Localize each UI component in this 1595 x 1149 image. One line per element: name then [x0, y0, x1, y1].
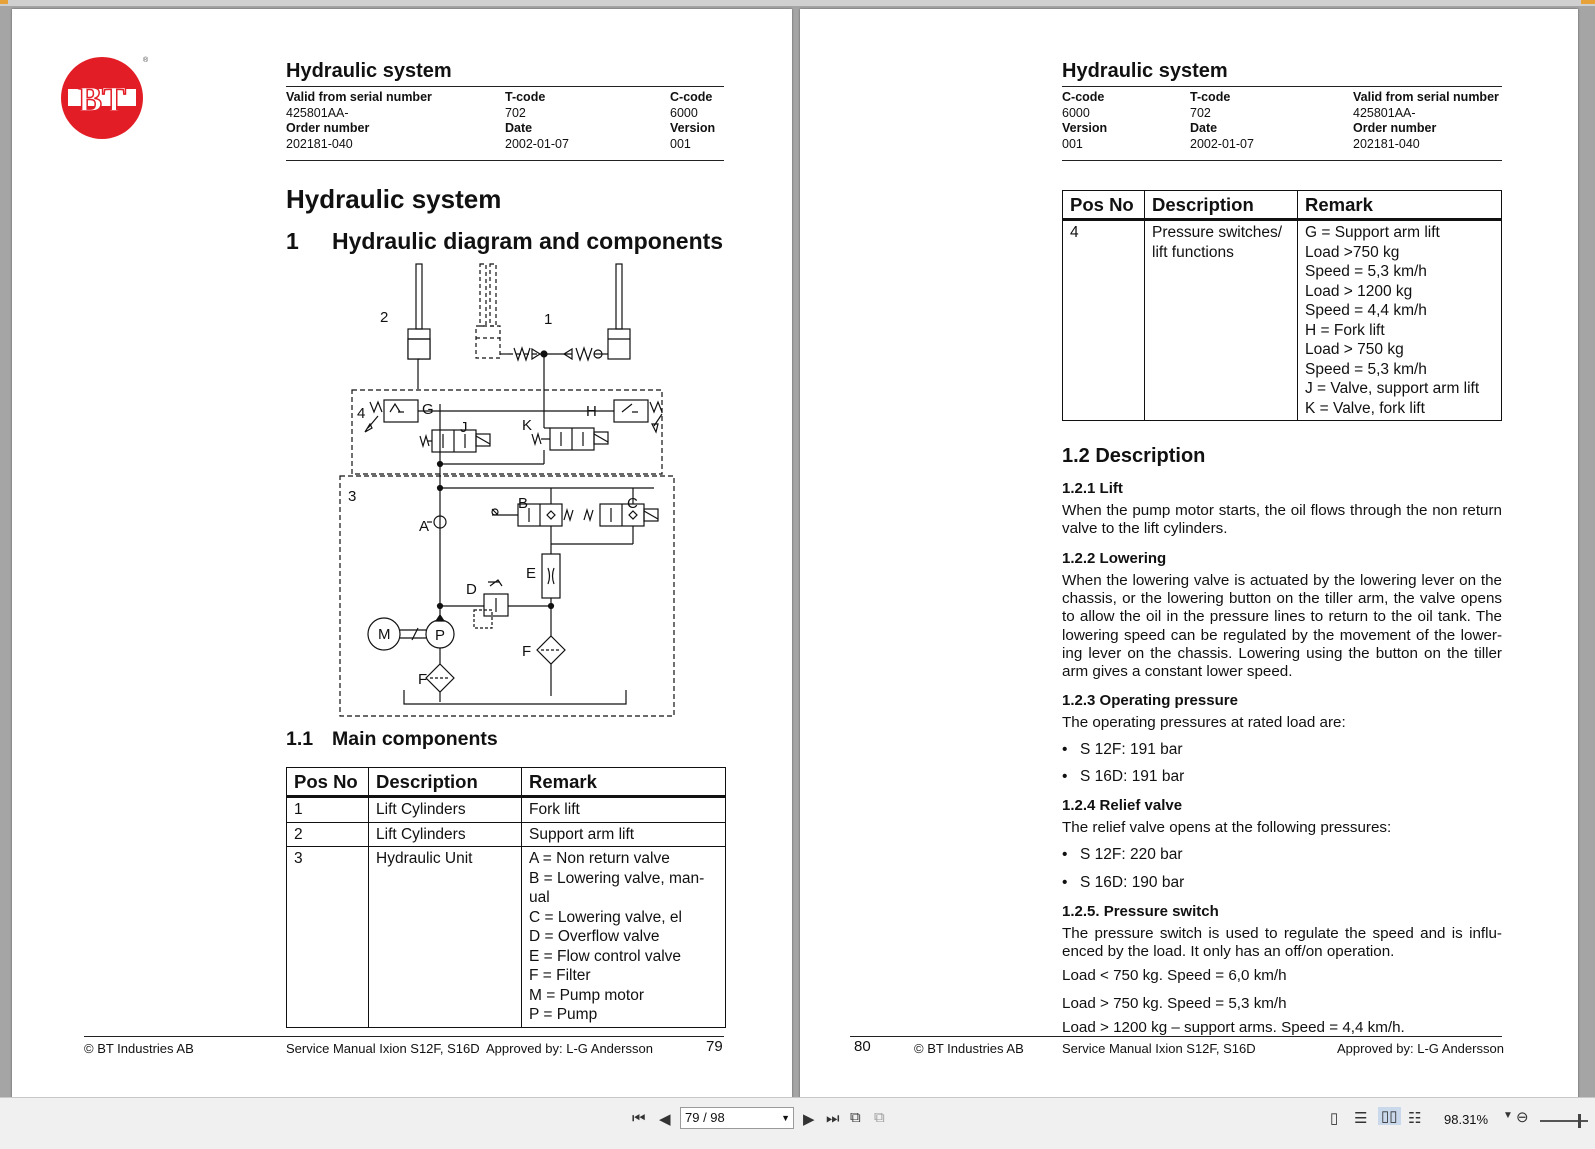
pressure-switch-line: Load < 750 kg. Speed = 6,0 km/h: [1062, 967, 1287, 984]
chevron-down-icon[interactable]: ▼: [781, 1113, 790, 1123]
diagram-label: E: [526, 565, 537, 582]
table-row: 3 Hydraulic Unit A = Non return valve B = Lowering valve, man- ual C = Lowering valve, el D = Overflow valve E = Flow control valve F = Filter M = Pump motor P = Pump: [287, 847, 726, 1028]
window-top-strip: [0, 0, 1595, 6]
header-meta-ccode: C-code 6000 Version 001: [1062, 90, 1108, 151]
svg-text:®: ®: [143, 57, 149, 64]
pressure-switch-table: [1062, 190, 1502, 421]
first-page-icon[interactable]: ⏮: [632, 1110, 646, 1127]
zoom-out-icon[interactable]: ⊖: [1516, 1109, 1529, 1126]
lift-heading: 1.2.1 Lift: [1062, 480, 1123, 497]
diagram-label: 1: [544, 311, 553, 328]
header-meta-ccode: C-code 6000 Version 001: [670, 90, 716, 151]
back-view-icon[interactable]: ⧉: [850, 1109, 861, 1126]
lowering-heading: 1.2.2 Lowering: [1062, 550, 1167, 567]
header-meta-serial: Valid from serial number 425801AA- Order number 202181-040: [1353, 90, 1499, 151]
pressure-switch-line: Load > 750 kg. Speed = 5,3 km/h: [1062, 995, 1287, 1012]
lowering-text: When the lowering valve is actuated by the lowering lever on the chassis, or the lowering button on the tiller arm, the valve opens to allow the oil in the pressure lines to return to the oil tank. The lowering speed can be regulated by the movement of the lower-ing lever on the chassis. Lowering using the button on the tiller arm gives a constant lower speed.: [1062, 572, 1502, 681]
document-page-left: [12, 9, 792, 1114]
header-rule-bottom: [286, 160, 724, 161]
diagram-label: M: [378, 626, 391, 643]
next-page-icon[interactable]: ▶: [803, 1111, 815, 1128]
table-row: 4 Pressure switches/ lift functions G = Support arm lift Load >750 kg Speed = 5,3 km/h Load > 1200 kg Speed = 4,4 km/h H = Fork lift Load > 750 kg Speed = 5,3 km/h J = Valve, support arm lift K = Valve, fork lift: [1063, 220, 1502, 421]
diagram-label: C: [627, 495, 638, 512]
svg-text:BT: BT: [77, 79, 127, 119]
header-meta-tcode: T-code 702 Date 2002-01-07: [1190, 90, 1254, 151]
forward-view-icon[interactable]: ⧉: [874, 1109, 885, 1126]
header-title: Hydraulic system: [1062, 60, 1228, 82]
document-page-right: [800, 9, 1578, 1114]
page-number: 79: [706, 1038, 723, 1055]
table-row: 1 Lift Cylinders Fork lift: [287, 797, 726, 823]
list-item: • S 16D: 190 bar: [1062, 874, 1185, 891]
hydraulic-diagram: [332, 264, 712, 724]
section-number: 1: [286, 228, 299, 254]
window-accent: [1581, 0, 1595, 4]
diagram-label: G: [422, 401, 434, 418]
page-number-input[interactable]: 79 / 98 ▼: [680, 1107, 794, 1129]
operating-pressure-text: The operating pressures at rated load are:: [1062, 714, 1346, 731]
list-item: • S 12F: 220 bar: [1062, 846, 1183, 863]
diagram-label: A: [419, 518, 430, 535]
lift-text: When the pump motor starts, the oil flows through the non return valve to the lift cylinders.: [1062, 502, 1502, 538]
header-rule: [286, 86, 724, 87]
diagram-label: P: [435, 627, 446, 644]
window-accent: [0, 0, 8, 4]
hydraulic-unit-3: [340, 476, 674, 716]
table-header: Pos No: [1063, 191, 1145, 220]
continuous-view-icon[interactable]: ☰: [1354, 1110, 1368, 1127]
components-table: [286, 767, 726, 1028]
relief-valve-text: The relief valve opens at the following pressures:: [1062, 819, 1392, 836]
diagram-label: 2: [380, 309, 389, 326]
footer-manual: Service Manual Ixion S12F, S16D: [1062, 1041, 1256, 1056]
table-header: Pos No: [287, 768, 369, 797]
header-meta-serial: Valid from serial number 425801AA- Order number 202181-040: [286, 90, 432, 151]
lift-cylinder-1: [608, 264, 630, 359]
description-heading: 1.2 Description: [1062, 445, 1206, 467]
diagram-label: D: [466, 581, 477, 598]
header-rule: [1062, 86, 1502, 87]
table-header: Description: [1145, 191, 1298, 220]
operating-pressure-heading: 1.2.3 Operating pressure: [1062, 692, 1238, 709]
section-title: Hydraulic system: [286, 184, 502, 214]
table-header: Description: [369, 768, 522, 797]
zoom-dropdown-icon[interactable]: ▼: [1503, 1110, 1513, 1121]
bt-logo: [60, 54, 149, 140]
lift-cylinder-dashed: [476, 264, 500, 358]
section-heading: Hydraulic diagram and components: [332, 228, 724, 254]
zoom-slider-handle[interactable]: [1578, 1114, 1581, 1128]
footer-approved: Approved by: L-G Andersson: [486, 1041, 653, 1056]
relief-valve-heading: 1.2.4 Relief valve: [1062, 797, 1183, 814]
diagram-label: 3: [348, 488, 357, 505]
footer-manual: Service Manual Ixion S12F, S16D: [286, 1041, 480, 1056]
viewer-toolbar: [0, 1097, 1595, 1149]
pressure-switch-group-4: [352, 390, 662, 474]
pressure-switch-text: The pressure switch is used to regulate the speed and is influ-enced by the load. It only has an off/on operation.: [1062, 925, 1502, 961]
footer-rule: [84, 1036, 724, 1037]
table-row: 2 Lift Cylinders Support arm lift: [287, 822, 726, 847]
header-title: Hydraulic system: [286, 60, 452, 82]
pressure-switch-heading: 1.2.5. Pressure switch: [1062, 903, 1219, 920]
diagram-label: J: [460, 419, 468, 436]
footer-copyright: © BT Industries AB: [914, 1041, 1024, 1056]
table-header: Remark: [522, 768, 726, 797]
continuous-facing-view-icon[interactable]: ☷: [1408, 1110, 1422, 1127]
header-rule-bottom: [1062, 160, 1502, 161]
previous-page-icon[interactable]: ◀: [659, 1111, 671, 1128]
list-item: • S 16D: 191 bar: [1062, 768, 1185, 785]
diagram-label: 4: [357, 405, 366, 422]
footer-approved: Approved by: L-G Andersson: [1337, 1041, 1504, 1056]
footer-rule: [850, 1036, 1502, 1037]
header-meta-tcode: T-code 702 Date 2002-01-07: [505, 90, 569, 151]
zoom-level[interactable]: 98.31%: [1444, 1112, 1489, 1127]
diagram-label: F: [522, 643, 532, 660]
single-page-view-icon[interactable]: ▯: [1330, 1110, 1339, 1127]
lift-cylinder-2: [408, 264, 430, 359]
diagram-label: K: [522, 417, 533, 434]
footer-copyright: © BT Industries AB: [84, 1041, 194, 1056]
diagram-label: F: [418, 671, 428, 688]
diagram-label: B: [518, 495, 529, 512]
last-page-icon[interactable]: ⏭: [826, 1110, 840, 1127]
facing-view-icon[interactable]: ▯▯: [1378, 1107, 1401, 1125]
table-header: Remark: [1298, 191, 1502, 220]
list-item: • S 12F: 191 bar: [1062, 741, 1183, 758]
zoom-slider[interactable]: [1540, 1120, 1588, 1122]
pressure-switch-line: Load > 1200 kg – support arms. Speed = 4,4 km/h.: [1062, 1019, 1405, 1036]
diagram-label: H: [586, 403, 597, 420]
subsection-number: 1.1: [286, 728, 314, 750]
subsection-heading: Main components: [332, 728, 498, 750]
page-number: 80: [854, 1038, 871, 1055]
